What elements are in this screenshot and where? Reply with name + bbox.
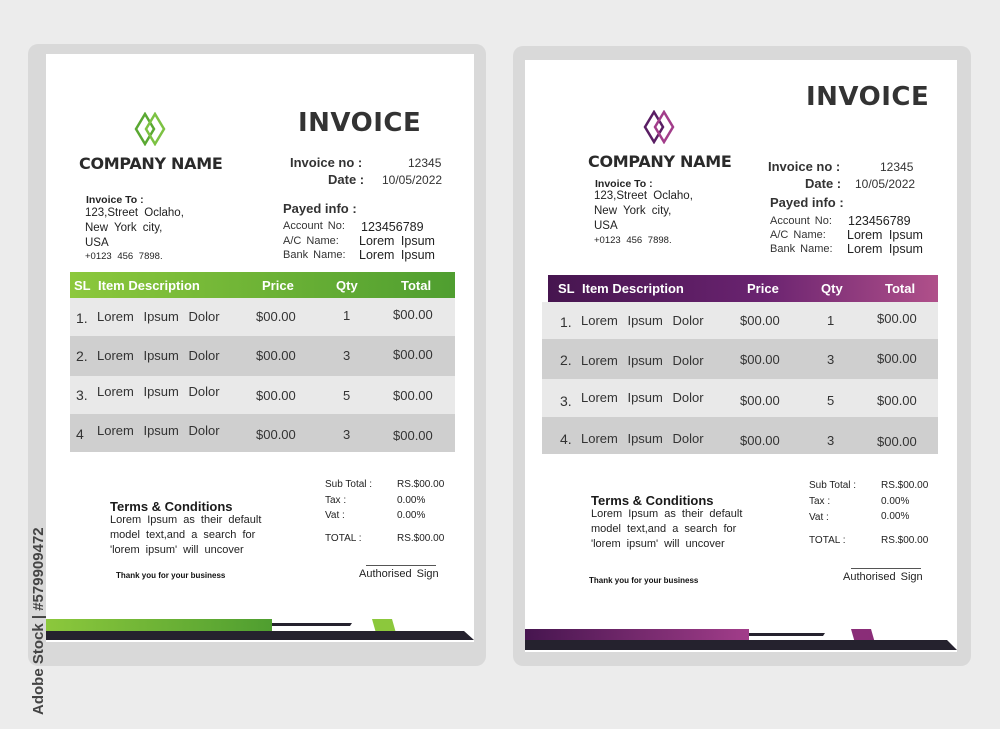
address-line: New York city, <box>594 205 672 217</box>
table-row <box>70 376 455 414</box>
signature-line <box>851 568 921 569</box>
row-sl: 2. <box>76 348 88 364</box>
header-price: Price <box>747 281 779 296</box>
invoice-to-label: Invoice To : <box>595 178 653 190</box>
row-total: $00.00 <box>393 347 433 362</box>
bank-name-value: Lorem Ipsum <box>359 248 435 262</box>
phone-number: +0123 456 7898. <box>85 251 163 262</box>
row-price: $00.00 <box>740 393 780 408</box>
account-no-value: 123456789 <box>848 214 911 228</box>
vat-value: 0.00% <box>397 510 426 521</box>
terms-line: 'lorem ipsum' will uncover <box>591 538 725 550</box>
row-sl: 3. <box>76 387 88 403</box>
bank-name-label: Bank Name: <box>283 249 346 261</box>
row-price: $00.00 <box>256 427 296 442</box>
table-header <box>548 275 938 302</box>
row-description: Lorem Ipsum Dolor <box>97 348 220 363</box>
thanks-note: Thank you for your business <box>589 576 699 585</box>
header-description: Item Description <box>582 281 684 296</box>
vat-label: Vat : <box>325 510 345 521</box>
table-row <box>542 339 938 379</box>
subtotal-value: RS.$00.00 <box>881 480 929 491</box>
table-row <box>70 298 455 336</box>
vat-label: Vat : <box>809 512 829 523</box>
header-sl: SL <box>74 278 91 293</box>
header-total: Total <box>401 278 432 293</box>
tax-label: Tax : <box>809 496 831 507</box>
account-no-label: Account No: <box>283 220 345 232</box>
row-total: $00.00 <box>877 351 917 366</box>
company-logo-icon <box>643 110 675 144</box>
bank-name-value: Lorem Ipsum <box>847 242 923 256</box>
ac-name-value: Lorem Ipsum <box>847 228 923 242</box>
row-description: Lorem Ipsum Dolor <box>581 431 704 446</box>
row-qty: 3 <box>827 433 835 448</box>
watermark-caption <box>8 490 47 715</box>
invoice-no-value: 12345 <box>408 156 442 170</box>
row-sl: 4. <box>560 431 572 447</box>
signature-line <box>366 565 436 566</box>
address-line: USA <box>85 237 109 249</box>
header-total: Total <box>885 281 916 296</box>
address-line: New York city, <box>85 222 163 234</box>
row-price: $00.00 <box>740 313 780 328</box>
invoice-to-label: Invoice To : <box>86 194 144 206</box>
subtotal-value: RS.$00.00 <box>397 479 445 490</box>
row-sl: 2. <box>560 352 572 368</box>
table-row <box>70 336 455 376</box>
row-total: $00.00 <box>877 393 917 408</box>
row-sl: 4 <box>76 426 84 442</box>
table-row <box>542 379 938 417</box>
company-name: COMPANY NAME <box>79 154 223 173</box>
table-row <box>70 414 455 452</box>
footer-stripes <box>525 622 957 652</box>
authorised-sign: Authorised Sign <box>359 568 439 580</box>
subtotal-label: Sub Total : <box>325 479 373 490</box>
row-description: Lorem Ipsum Dolor <box>97 423 220 438</box>
phone-number: +0123 456 7898. <box>594 235 672 246</box>
company-logo-icon <box>134 112 166 146</box>
row-total: $00.00 <box>393 388 433 403</box>
date-value: 10/05/2022 <box>382 173 443 187</box>
row-description: Lorem Ipsum Dolor <box>581 313 704 328</box>
date-label: Date : <box>805 176 842 191</box>
row-price: $00.00 <box>256 388 296 403</box>
ac-name-label: A/C Name: <box>283 235 339 247</box>
watermark-text: Adobe Stock | #579909472 <box>30 527 47 715</box>
footer-stripes <box>46 614 474 642</box>
total-label: TOTAL : <box>325 533 362 544</box>
invoice-no-label: Invoice no : <box>290 155 363 170</box>
tax-label: Tax : <box>325 495 347 506</box>
date-label: Date : <box>328 172 365 187</box>
row-sl: 3. <box>560 393 572 409</box>
table-row <box>542 417 938 454</box>
payed-info-label: Payed info : <box>770 195 844 210</box>
total-value: RS.$00.00 <box>881 535 929 546</box>
table-header <box>70 272 455 298</box>
account-no-label: Account No: <box>770 215 832 227</box>
header-qty: Qty <box>336 278 358 293</box>
account-no-value: 123456789 <box>361 220 424 234</box>
terms-line: 'lorem ipsum' will uncover <box>110 544 244 556</box>
subtotal-label: Sub Total : <box>809 480 857 491</box>
invoice-sheet-purple <box>525 60 957 652</box>
table-row <box>542 302 938 339</box>
row-price: $00.00 <box>740 352 780 367</box>
header-description: Item Description <box>98 278 200 293</box>
row-qty: 5 <box>827 393 835 408</box>
row-description: Lorem Ipsum Dolor <box>97 384 220 399</box>
row-description: Lorem Ipsum Dolor <box>97 309 220 324</box>
row-total: $00.00 <box>877 434 917 449</box>
payed-info-label: Payed info : <box>283 201 357 216</box>
invoice-title: INVOICE <box>298 108 422 138</box>
row-price: $00.00 <box>740 433 780 448</box>
row-price: $00.00 <box>256 348 296 363</box>
row-qty: 1 <box>827 313 835 328</box>
terms-title: Terms & Conditions <box>110 499 233 514</box>
row-price: $00.00 <box>256 309 296 324</box>
row-qty: 3 <box>827 352 835 367</box>
tax-value: 0.00% <box>397 495 426 506</box>
row-sl: 1. <box>76 310 88 326</box>
invoice-no-value: 12345 <box>880 160 914 174</box>
invoice-title: INVOICE <box>806 82 930 112</box>
terms-title: Terms & Conditions <box>591 493 714 508</box>
row-total: $00.00 <box>877 311 917 326</box>
row-description: Lorem Ipsum Dolor <box>581 353 704 368</box>
row-description: Lorem Ipsum Dolor <box>581 390 704 405</box>
row-qty: 3 <box>343 348 351 363</box>
address-line: 123,Street Oclaho, <box>594 190 693 202</box>
header-qty: Qty <box>821 281 843 296</box>
total-label: TOTAL : <box>809 535 846 546</box>
invoice-sheet-green <box>46 54 474 642</box>
address-line: 123,Street Oclaho, <box>85 207 184 219</box>
authorised-sign: Authorised Sign <box>843 571 923 583</box>
total-value: RS.$00.00 <box>397 533 445 544</box>
bank-name-label: Bank Name: <box>770 243 833 255</box>
row-qty: 3 <box>343 427 351 442</box>
row-qty: 5 <box>343 388 351 403</box>
ac-name-value: Lorem Ipsum <box>359 234 435 248</box>
date-value: 10/05/2022 <box>855 177 916 191</box>
row-total: $00.00 <box>393 428 433 443</box>
company-name: COMPANY NAME <box>588 152 732 171</box>
row-total: $00.00 <box>393 307 433 322</box>
terms-line: Lorem Ipsum as their default <box>591 508 743 520</box>
terms-line: model text,and a search for <box>591 523 737 535</box>
tax-value: 0.00% <box>881 496 910 507</box>
thanks-note: Thank you for your business <box>116 571 226 580</box>
ac-name-label: A/C Name: <box>770 229 826 241</box>
vat-value: 0.00% <box>881 511 910 522</box>
header-price: Price <box>262 278 294 293</box>
terms-line: model text,and a search for <box>110 529 256 541</box>
invoice-no-label: Invoice no : <box>768 159 841 174</box>
header-sl: SL <box>558 281 575 296</box>
address-line: USA <box>594 220 618 232</box>
row-qty: 1 <box>343 308 351 323</box>
terms-line: Lorem Ipsum as their default <box>110 514 262 526</box>
row-sl: 1. <box>560 314 572 330</box>
